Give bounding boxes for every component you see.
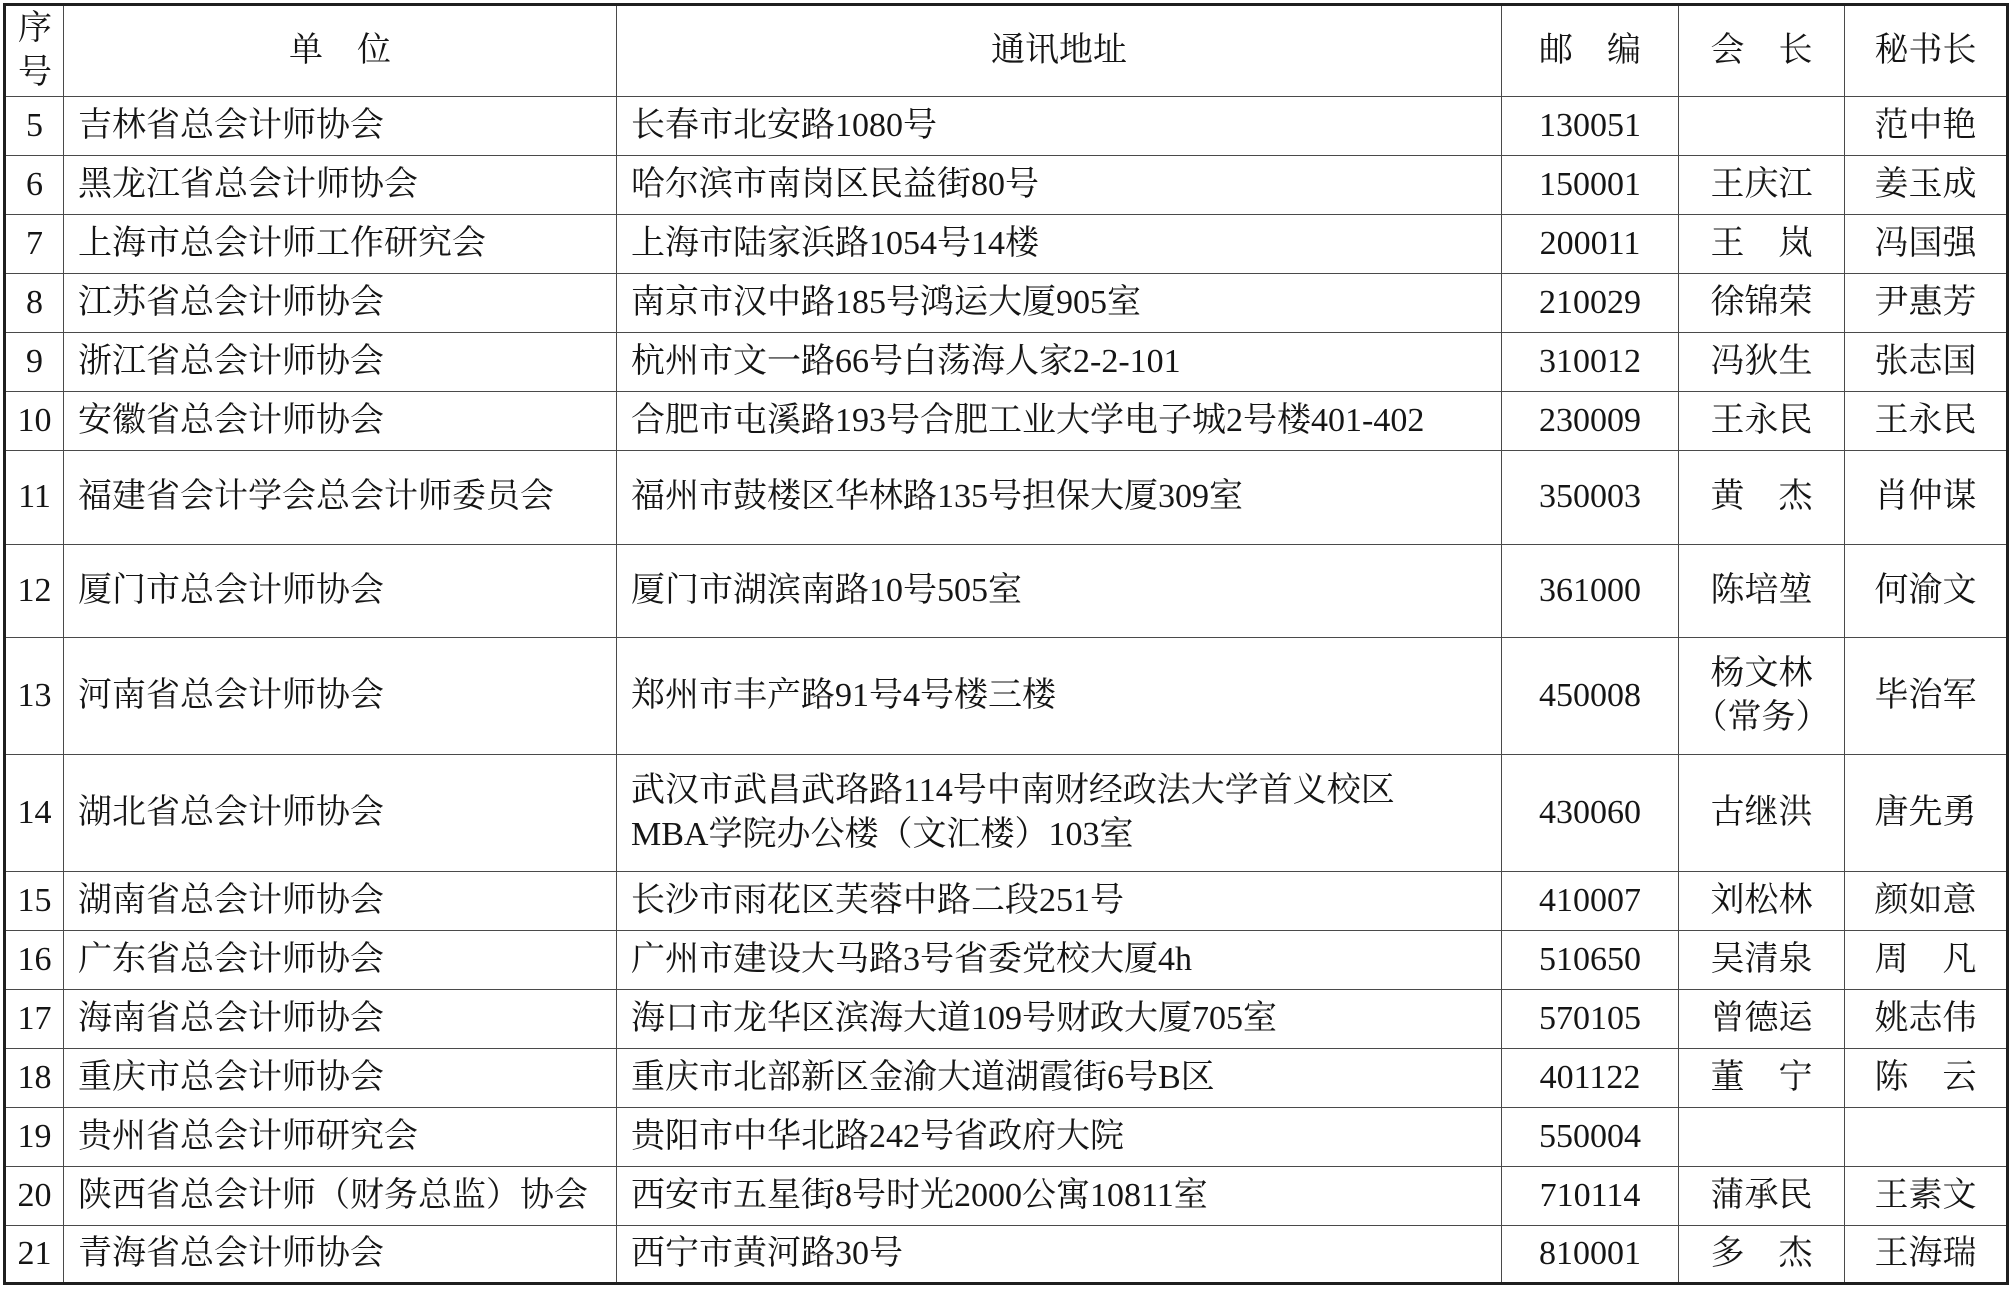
president: 刘松林 (1679, 872, 1845, 931)
unit-name: 湖北省总会计师协会 (64, 755, 617, 872)
row-index: 12 (5, 545, 64, 638)
president: 蒲承民 (1679, 1167, 1845, 1226)
unit-name: 江苏省总会计师协会 (64, 274, 617, 333)
unit-name: 贵州省总会计师研究会 (64, 1108, 617, 1167)
postcode: 200011 (1502, 215, 1679, 274)
secretary-general: 张志国 (1845, 333, 2008, 392)
unit-name: 广东省总会计师协会 (64, 931, 617, 990)
secretary-general: 周 凡 (1845, 931, 2008, 990)
row-index: 19 (5, 1108, 64, 1167)
table-row (5, 931, 2008, 990)
secretary-general: 毕治军 (1845, 638, 2008, 755)
postcode: 401122 (1502, 1049, 1679, 1108)
unit-name: 河南省总会计师协会 (64, 638, 617, 755)
table-row (5, 545, 2008, 638)
postcode: 150001 (1502, 156, 1679, 215)
mailing-address: 哈尔滨市南岗区民益街80号 (617, 156, 1502, 215)
secretary-general: 王海瑞 (1845, 1226, 2008, 1284)
table-row (5, 333, 2008, 392)
mailing-address: 合肥市屯溪路193号合肥工业大学电子城2号楼401-402 (617, 392, 1502, 451)
president: 吴清泉 (1679, 931, 1845, 990)
mailing-address: 西宁市黄河路30号 (617, 1226, 1502, 1284)
mailing-address: 杭州市文一路66号白荡海人家2-2-101 (617, 333, 1502, 392)
secretary-general: 范中艳 (1845, 97, 2008, 156)
mailing-address: 贵阳市中华北路242号省政府大院 (617, 1108, 1502, 1167)
president: 曾德运 (1679, 990, 1845, 1049)
header-president: 会 长 (1679, 5, 1845, 97)
secretary-general: 冯国强 (1845, 215, 2008, 274)
table-row (5, 392, 2008, 451)
president: 陈培堃 (1679, 545, 1845, 638)
postcode: 361000 (1502, 545, 1679, 638)
mailing-address: 海口市龙华区滨海大道109号财政大厦705室 (617, 990, 1502, 1049)
table-row (5, 215, 2008, 274)
president: 冯狄生 (1679, 333, 1845, 392)
row-index: 16 (5, 931, 64, 990)
president (1679, 97, 1845, 156)
postcode: 430060 (1502, 755, 1679, 872)
table-row (5, 156, 2008, 215)
president: 王永民 (1679, 392, 1845, 451)
unit-name: 海南省总会计师协会 (64, 990, 617, 1049)
header-address: 通讯地址 (617, 5, 1502, 97)
row-index: 7 (5, 215, 64, 274)
postcode: 310012 (1502, 333, 1679, 392)
secretary-general: 颜如意 (1845, 872, 2008, 931)
postcode: 710114 (1502, 1167, 1679, 1226)
table-row (5, 451, 2008, 545)
postcode: 450008 (1502, 638, 1679, 755)
row-index: 15 (5, 872, 64, 931)
mailing-address: 福州市鼓楼区华林路135号担保大厦309室 (617, 451, 1502, 545)
president: 董 宁 (1679, 1049, 1845, 1108)
president: 杨文林 （常务） (1679, 638, 1845, 755)
secretary-general: 尹惠芳 (1845, 274, 2008, 333)
table-row (5, 638, 2008, 755)
president: 王庆江 (1679, 156, 1845, 215)
row-index: 8 (5, 274, 64, 333)
postcode: 410007 (1502, 872, 1679, 931)
table-row (5, 990, 2008, 1049)
secretary-general: 王素文 (1845, 1167, 2008, 1226)
president: 黄 杰 (1679, 451, 1845, 545)
row-index: 9 (5, 333, 64, 392)
unit-name: 安徽省总会计师协会 (64, 392, 617, 451)
unit-name: 福建省会计学会总会计师委员会 (64, 451, 617, 545)
postcode: 510650 (1502, 931, 1679, 990)
unit-name: 黑龙江省总会计师协会 (64, 156, 617, 215)
unit-name: 湖南省总会计师协会 (64, 872, 617, 931)
row-index: 6 (5, 156, 64, 215)
mailing-address: 厦门市湖滨南路10号505室 (617, 545, 1502, 638)
header-secretary-general: 秘书长 (1845, 5, 2008, 97)
secretary-general: 唐先勇 (1845, 755, 2008, 872)
secretary-general: 王永民 (1845, 392, 2008, 451)
mailing-address: 长沙市雨花区芙蓉中路二段251号 (617, 872, 1502, 931)
secretary-general: 姜玉成 (1845, 156, 2008, 215)
secretary-general: 姚志伟 (1845, 990, 2008, 1049)
mailing-address: 重庆市北部新区金渝大道湖霞街6号B区 (617, 1049, 1502, 1108)
mailing-address: 南京市汉中路185号鸿运大厦905室 (617, 274, 1502, 333)
table-header (5, 5, 2008, 97)
row-index: 11 (5, 451, 64, 545)
row-index: 10 (5, 392, 64, 451)
row-index: 20 (5, 1167, 64, 1226)
header-postcode: 邮 编 (1502, 5, 1679, 97)
secretary-general: 肖仲谋 (1845, 451, 2008, 545)
president (1679, 1108, 1845, 1167)
unit-name: 青海省总会计师协会 (64, 1226, 617, 1284)
association-directory-table (3, 3, 2009, 1285)
table-row (5, 1226, 2008, 1284)
mailing-address: 长春市北安路1080号 (617, 97, 1502, 156)
table-row (5, 755, 2008, 872)
postcode: 810001 (1502, 1226, 1679, 1284)
table-header-row (5, 5, 2008, 97)
row-index: 21 (5, 1226, 64, 1284)
unit-name: 浙江省总会计师协会 (64, 333, 617, 392)
mailing-address: 武汉市武昌武珞路114号中南财经政法大学首义校区 MBA学院办公楼（文汇楼）103室 (617, 755, 1502, 872)
secretary-general: 陈 云 (1845, 1049, 2008, 1108)
table-row (5, 1108, 2008, 1167)
row-index: 17 (5, 990, 64, 1049)
postcode: 130051 (1502, 97, 1679, 156)
president: 王 岚 (1679, 215, 1845, 274)
postcode: 210029 (1502, 274, 1679, 333)
table-body (5, 97, 2008, 1284)
president: 古继洪 (1679, 755, 1845, 872)
president: 徐锦荣 (1679, 274, 1845, 333)
header-index: 序号 (5, 5, 64, 97)
row-index: 18 (5, 1049, 64, 1108)
president: 多 杰 (1679, 1226, 1845, 1284)
unit-name: 吉林省总会计师协会 (64, 97, 617, 156)
header-unit: 单 位 (64, 5, 617, 97)
row-index: 5 (5, 97, 64, 156)
table-row (5, 1049, 2008, 1108)
unit-name: 陕西省总会计师（财务总监）协会 (64, 1167, 617, 1226)
table-row (5, 872, 2008, 931)
unit-name: 重庆市总会计师协会 (64, 1049, 617, 1108)
postcode: 350003 (1502, 451, 1679, 545)
secretary-general: 何渝文 (1845, 545, 2008, 638)
mailing-address: 西安市五星街8号时光2000公寓10811室 (617, 1167, 1502, 1226)
row-index: 13 (5, 638, 64, 755)
postcode: 570105 (1502, 990, 1679, 1049)
mailing-address: 郑州市丰产路91号4号楼三楼 (617, 638, 1502, 755)
row-index: 14 (5, 755, 64, 872)
table-row (5, 97, 2008, 156)
secretary-general (1845, 1108, 2008, 1167)
unit-name: 厦门市总会计师协会 (64, 545, 617, 638)
postcode: 230009 (1502, 392, 1679, 451)
unit-name: 上海市总会计师工作研究会 (64, 215, 617, 274)
table-row (5, 1167, 2008, 1226)
mailing-address: 上海市陆家浜路1054号14楼 (617, 215, 1502, 274)
table-row (5, 274, 2008, 333)
mailing-address: 广州市建设大马路3号省委党校大厦4h (617, 931, 1502, 990)
postcode: 550004 (1502, 1108, 1679, 1167)
